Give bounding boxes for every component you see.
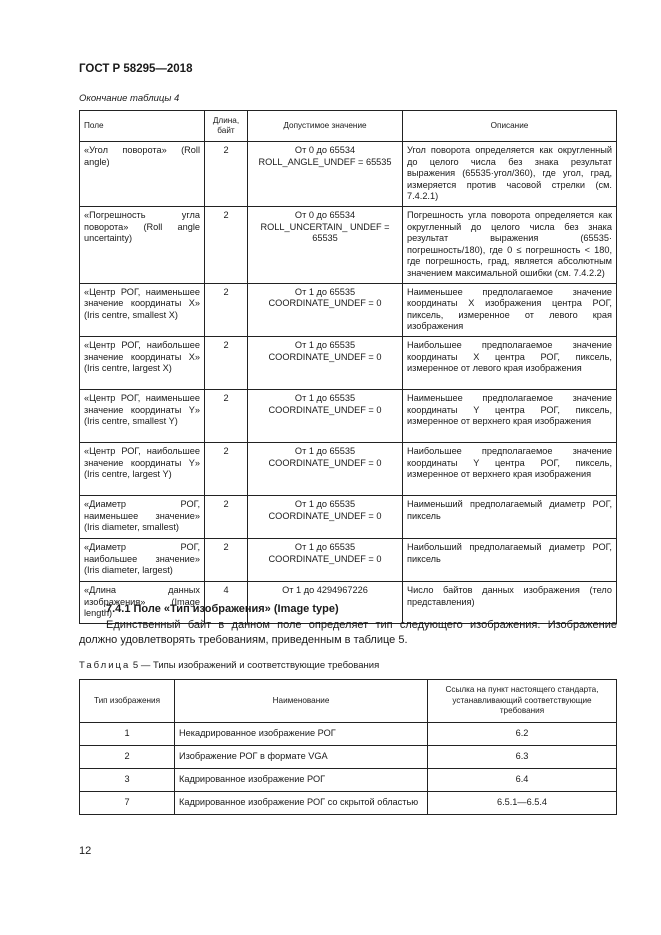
reference-cell: 6.5.1—6.5.4 [428,792,617,815]
image-type-cell: 3 [80,769,175,792]
description-cell: Наибольшее предполагаемое значение координаты X центра РОГ, пиксель, измеренное от левого края изображения [403,336,617,389]
table-row [80,723,617,746]
name-cell: Кадрированное изображение РОГ [175,769,428,792]
field-cell: «Диаметр РОГ, наибольшее значение» (Iris diameter, largest) [80,538,205,581]
page-number: 12 [79,845,92,857]
field-cell: «Центр РОГ, наибольшее значение координаты X» (Iris centre, largest X) [80,336,205,389]
table5-caption-text: 5 — Типы изображений и соответствующие требования [132,660,380,671]
value-cell: От 1 до 65535 COORDINATE_UNDEF = 0 [248,336,403,389]
field-cell: «Центр РОГ, наименьшее значение координаты Y» (Iris centre, smallest Y) [80,389,205,442]
table-row [80,495,617,538]
length-cell: 2 [205,442,248,495]
table-row [80,389,617,442]
image-type-cell: 7 [80,792,175,815]
image-type-cell: 1 [80,723,175,746]
standard-header: ГОСТ Р 58295—2018 [79,63,193,75]
value-cell: От 1 до 4294967226 [248,581,403,623]
column-header-reference: Ссылка на пункт настоящего стандарта, устанавливающий соответствующие требования [428,680,617,723]
field-cell: «Центр РОГ, наибольшее значение координаты Y» (Iris centre, largest Y) [80,442,205,495]
length-cell: 2 [205,495,248,538]
description-cell: Число байтов данных изображения (тело представления) [403,581,617,623]
table-5 [79,679,617,815]
length-cell: 2 [205,206,248,283]
column-header-name: Наименование [175,680,428,723]
table4-continuation-caption: Окончание таблицы 4 [79,93,180,104]
field-cell: «Погрешность угла поворота» (Roll angle uncertainty) [80,206,205,283]
value-cell: От 0 до 65534 ROLL_ANGLE_UNDEF = 65535 [248,142,403,207]
description-cell: Наименьший предполагаемый диаметр РОГ, пиксель [403,495,617,538]
value-cell: От 1 до 65535 COORDINATE_UNDEF = 0 [248,389,403,442]
value-cell: От 1 до 65535 COORDINATE_UNDEF = 0 [248,442,403,495]
description-cell: Наименьшее предполагаемое значение координаты Y центра РОГ, пиксель, измеренное от верхнего края изображения [403,389,617,442]
table-row [80,336,617,389]
description-cell: Наибольший предполагаемый диаметр РОГ, пиксель [403,538,617,581]
table-row [80,442,617,495]
length-cell: 2 [205,389,248,442]
column-header-field: Поле [80,111,205,142]
table4-header-row [80,111,617,142]
reference-cell: 6.3 [428,746,617,769]
reference-cell: 6.4 [428,769,617,792]
field-cell: «Угол поворота» (Roll angle) [80,142,205,207]
column-header-length: Длина, байт [205,111,248,142]
table-row [80,283,617,336]
name-cell: Изображение РОГ в формате VGA [175,746,428,769]
table5-caption [79,660,379,671]
description-cell: Погрешность угла поворота определяется как округленный до целого числа без знака результат выражения (65535· погрешность/180), где 0 ≤ погрешность < 180, где погрешность, град, является абсолютным значением максимальной ошибки (см. 7.4.2.2) [403,206,617,283]
column-header-allowed-value: Допустимое значение [248,111,403,142]
length-cell: 2 [205,336,248,389]
section-paragraph: Единственный байт в данном поле определяет тип следующего изображения. Изображение должно удовлетворять требованиям, приведенным в таблице 5. [79,619,617,646]
field-cell: «Центр РОГ, наименьшее значение координаты X» (Iris centre, smallest X) [80,283,205,336]
length-cell: 2 [205,283,248,336]
length-cell: 2 [205,538,248,581]
table-4 [79,110,617,624]
table-row [80,206,617,283]
value-cell: От 1 до 65535 COORDINATE_UNDEF = 0 [248,495,403,538]
length-cell: 4 [205,581,248,623]
table-row [80,769,617,792]
table-row [80,792,617,815]
description-cell: Наибольшее предполагаемое значение координаты Y центра РОГ, пиксель, измеренное от верхнего края изображения [403,442,617,495]
image-type-cell: 2 [80,746,175,769]
field-cell: «Диаметр РОГ, наименьшее значение» (Iris diameter, smallest) [80,495,205,538]
description-cell: Наименьшее предполагаемое значение координаты X изображения центра РОГ, пиксель, измеренное от левого края изображения [403,283,617,336]
description-cell: Угол поворота определяется как округленный до целого числа без знака результат выражения (65535·угол/360), где угол, град, измеряется против часовой стрелки (см. 7.4.2.1) [403,142,617,207]
column-header-image-type: Тип изображения [80,680,175,723]
table-row [80,142,617,207]
length-cell: 2 [205,142,248,207]
name-cell: Некадрированное изображение РОГ [175,723,428,746]
table5-caption-label: Таблица [79,660,131,671]
value-cell: От 0 до 65534 ROLL_UNCERTAIN_ UNDEF = 65535 [248,206,403,283]
value-cell: От 1 до 65535 COORDINATE_UNDEF = 0 [248,538,403,581]
table-row [80,746,617,769]
name-cell: Кадрированное изображение РОГ со скрытой областью [175,792,428,815]
field-cell: «Длина данных изображения» (Image length) [80,581,205,623]
table5-header-row [80,680,617,723]
section-title: 7.4.1 Поле «Тип изображения» (Image type) [106,603,339,615]
column-header-description: Описание [403,111,617,142]
table-row [80,538,617,581]
value-cell: От 1 до 65535 COORDINATE_UNDEF = 0 [248,283,403,336]
reference-cell: 6.2 [428,723,617,746]
